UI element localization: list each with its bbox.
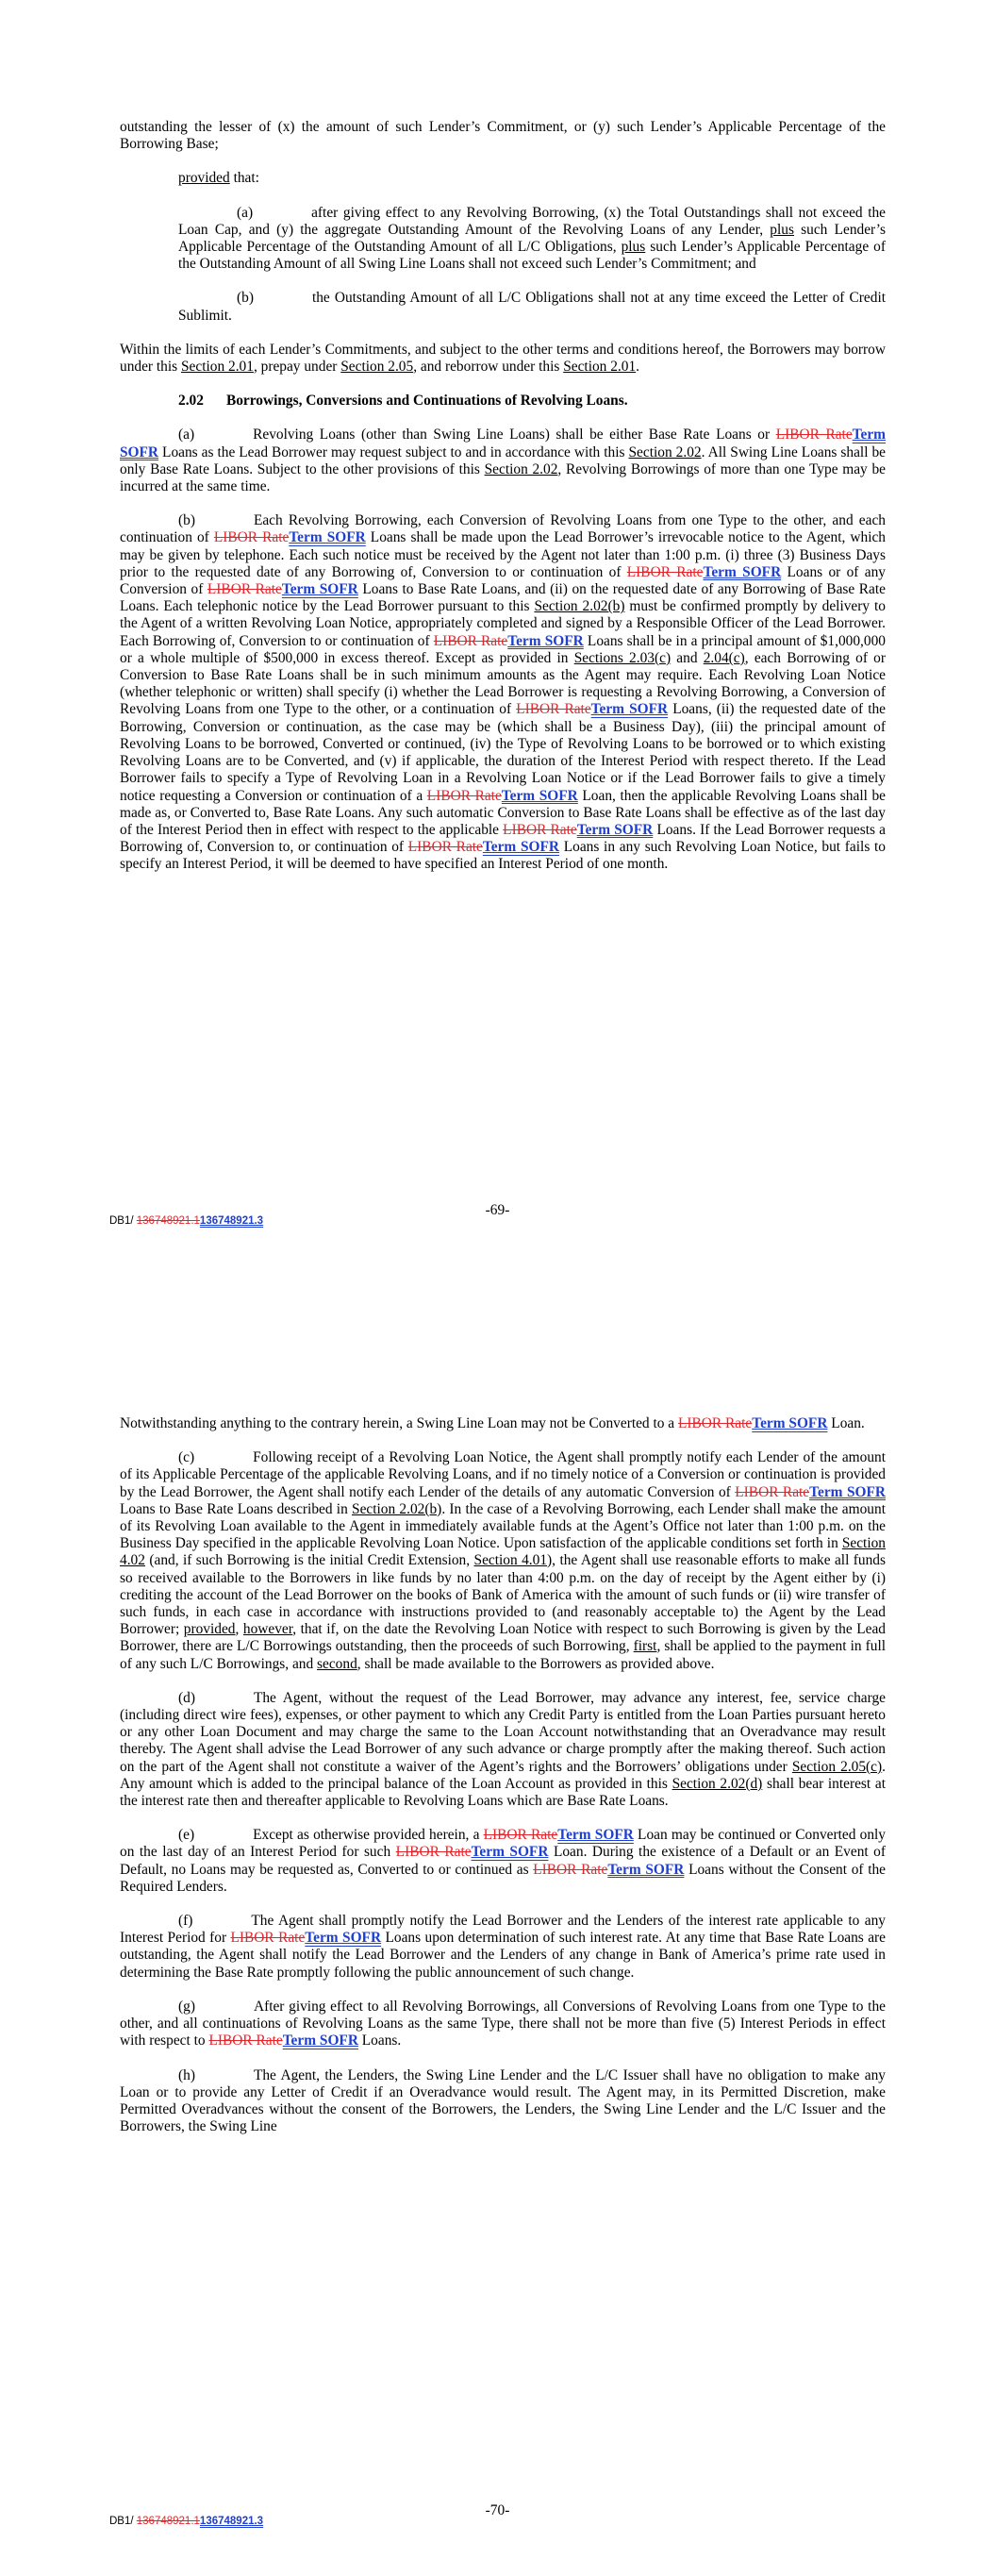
inserted-text: Term SOFR — [471, 1844, 549, 1861]
inserted-text: Term SOFR — [305, 1930, 382, 1947]
clause-d: (d) The Agent, without the request of the Lead Borrower, may advance any interest, fee, service charge (including direct wire fees), expenses, or other payment to which any Credit Party is entitled from the Loan Parties pursuant hereto or any other Loan Document and may charge the same to the Loan Account notwithstanding that an Overadvance may result thereby. The Agent shall advise the Lead Borrower of any such advance or charge promptly after the making thereof. Such action on the part of the Agent shall not constitute a waiver of the Agent’s rights and the Borrowers’ obligations under Section 2.05(c). Any amount which is added to the principal balance of the Loan Account as provided in this Section 2.02(d) shall bear interest at the interest rate then and thereafter applicable to Revolving Loans which are Base Rate Loans. — [120, 1689, 886, 1810]
inserted-text: Term SOFR — [809, 1483, 887, 1500]
inserted-text: Term SOFR — [289, 529, 366, 546]
deleted-text: LIBOR Rate — [426, 787, 502, 804]
deleted-text: LIBOR Rate — [503, 821, 577, 838]
clause-b: (b) the Outstanding Amount of all L/C Obligations shall not at any time exceed the Letter of Credit Sublimit. — [178, 290, 886, 324]
inserted-text: Term SOFR — [557, 1827, 634, 1844]
deleted-text: LIBOR Rate — [395, 1844, 472, 1861]
page-70-body — [120, 1415, 886, 2152]
clause-c: (c) Following receipt of a Revolving Loan Notice, the Agent shall promptly notify each Lender of the amount of its Applicable Percentage of the applicable Revolving Loans, and if no timely notice of a Conversion or continuation is provided by the Lead Borrower, the Agent shall notify each Lender of the details of any automatic Conversion of LIBOR RateTerm SOFR Loans to Base Rate Loans described in Section 2.02(b). In the case of a Revolving Borrowing, each Lender shall make the amount of its Revolving Loan available to the Agent in immediately available funds at the Agent’s Office not later than 1:00 p.m. on the Business Day specified in the applicable Revolving Loan Notice. Upon satisfaction of the applicable conditions set forth in Section 4.02 (and, if such Borrowing is the initial Credit Extension, Section 4.01), the Agent shall use reasonable efforts to make all funds so received available to the Borrowers in like funds by no later than 4:00 p.m. on the day of receipt by the Agent either by (i) crediting the account of the Lead Borrower on the books of Bank of America with the amount of such funds or (ii) wire transfer of such funds, in each case in accordance with instructions provided to (and reasonably acceptable to) the Agent by the Lead Borrower; provided, however, that if, on the date the Revolving Loan Notice with respect to such Borrowing is given by the Lead Borrower, there are L/C Borrowings outstanding, then the proceeds of such Borrowing, first, shall be applied to the payment in full of any such L/C Borrowings, and second, shall be made available to the Borrowers as provided above. — [120, 1449, 887, 1672]
clause-g: (g) After giving effect to all Revolving Borrowings, all Conversions of Revolving Loans from one Type to the other, and all continuations of Revolving Loans as the same Type, there shall not be more than five (5) Interest Periods in effect with respect to LIBOR RateTerm SOFR Loans. — [120, 1998, 886, 2049]
clause-a: (a) Revolving Loans (other than Swing Line Loans) shall be either Base Rate Loans or LIBOR RateTerm SOFR Loans as the Lead Borrower may request subject to and in accordance with this Section 2.02. All Swing Line Loans shall be only Base Rate Loans. Subject to the other provisions of this Section 2.02, Revolving Borrowings of more than one Type may be incurred at the same time. — [120, 427, 886, 495]
inserted-text: 136748921.3 — [199, 1215, 264, 1227]
inserted-text: Term SOFR — [752, 1415, 828, 1431]
deleted-text: LIBOR Rate — [230, 1930, 306, 1947]
inserted-text: Term SOFR — [590, 701, 669, 718]
deleted-text: LIBOR Rate — [433, 632, 508, 649]
inserted-text: Term SOFR — [281, 581, 358, 598]
document-id — [109, 1215, 263, 1227]
inserted-text: Term SOFR — [120, 427, 886, 460]
page-69-body — [120, 119, 886, 891]
paragraph: Within the limits of each Lender’s Commitments, and subject to the other terms and conditions hereof, the Borrowers may borrow under this Section 2.01, prepay under Section 2.05, and reborrow under this Section 2.01. — [120, 341, 886, 376]
inserted-text: Term SOFR — [282, 2032, 358, 2049]
inserted-text: Term SOFR — [703, 563, 782, 580]
inserted-text: Term SOFR — [607, 1861, 685, 1878]
deleted-text: LIBOR Rate — [483, 1827, 558, 1844]
page-69 — [0, 0, 995, 1283]
deleted-text: LIBOR Rate — [213, 529, 290, 546]
inserted-text: Term SOFR — [501, 787, 578, 804]
inserted-text: Term SOFR — [507, 632, 584, 649]
deleted-text: LIBOR Rate — [626, 563, 704, 580]
paragraph: outstanding the lesser of (x) the amount of such Lender’s Commitment, or (y) such Lender’s Applicable Percentage of the Borrowing Base; — [120, 119, 886, 153]
clause-b: (b) Each Revolving Borrowing, each Conversion of Revolving Loans from one Type to the other, and each continuation of LIBOR RateTerm SOFR Loans shall be made upon the Lead Borrower’s irrevocable notice to the Agent, which may be given by telephone. Each such notice must be received by the Agent not later than 1:00 p.m. (i) three (3) Business Days prior to the requested date of any Borrowing of, Conversion to or continuation of LIBOR RateTerm SOFR Loans or of any Conversion of LIBOR RateTerm SOFR Loans to Base Rate Loans, and (ii) on the requested date of any Borrowing of Base Rate Loans. Each telephonic notice by the Lead Borrower pursuant to this Section 2.02(b) must be confirmed promptly by delivery to the Agent of a written Revolving Loan Notice, appropriately completed and signed by a Responsible Officer of the Lead Borrower. Each Borrowing of, Conversion to or continuation of LIBOR RateTerm SOFR Loans shall be in a principal amount of $1,000,000 or a whole multiple of $500,000 in excess thereof. Except as provided in Sections 2.03(c) and 2.04(c), each Borrowing of or Conversion to Base Rate Loans shall be in such minimum amounts as the Agent may require. Each Revolving Loan Notice (whether telephonic or written) shall specify (i) whether the Lead Borrower is requesting a Revolving Borrowing, a Conversion of Revolving Loans from one Type to the other, or a continuation of LIBOR RateTerm SOFR Loans, (ii) the requested date of the Borrowing, Conversion or continuation, as the case may be (which shall be a Business Day), (iii) the principal amount of Revolving Loans to be borrowed, Converted or continued, (iv) the Type of Revolving Loans to be borrowed or to which existing Revolving Loans are to be Converted, and (v) if applicable, the duration of the Interest Period with respect thereto. If the Lead Borrower fails to specify a Type of Revolving Loan in a Revolving Loan Notice or if the Lead Borrower fails to give a timely notice requesting a Conversion or continuation of a LIBOR RateTerm SOFR Loan, then the applicable Revolving Loans shall be made as, or Converted to, Base Rate Loans. Any such automatic Conversion to Base Rate Loans shall be effective as of the last day of the Interest Period then in effect with respect to the applicable LIBOR RateTerm SOFR Loans. If the Lead Borrower requests a Borrowing of, Conversion to, or continuation of LIBOR RateTerm SOFR Loans in any such Revolving Loan Notice, but fails to specify an Interest Period, it will be deemed to have specified an Interest Period of one month. — [120, 512, 887, 873]
clause-e: (e) Except as otherwise provided herein, a LIBOR RateTerm SOFR Loan may be continued or Converted only on the last day of an Interest Period for such LIBOR RateTerm SOFR Loan. During the existence of a Default or an Event of Default, no Loans may be requested as, Converted to or continued as LIBOR RateTerm SOFR Loans without the Consent of the Required Lenders. — [120, 1827, 886, 1895]
page-70 — [0, 1415, 995, 2576]
deleted-text: LIBOR Rate — [407, 839, 483, 856]
inserted-text: 136748921.3 — [199, 2516, 264, 2527]
footer-prefix: DB1/ — [109, 1215, 137, 1227]
clause-a: (a) after giving effect to any Revolving Borrowing, (x) the Total Outstandings shall not exceed the Loan Cap, and (y) the aggregate Outstanding Amount of the Revolving Loans of any Lender, plus such Lender’s Applicable Percentage of the Outstanding Amount of all L/C Obligations, plus such Lender’s Applicable Percentage of the Outstanding Amount of all Swing Line Loans shall not exceed such Lender’s Commitment; and — [178, 204, 887, 273]
deleted-text: LIBOR Rate — [516, 701, 591, 718]
document-id — [109, 2516, 263, 2527]
page-number: -70- — [485, 2502, 510, 2518]
inserted-text: Term SOFR — [576, 821, 654, 838]
paragraph: provided that: — [178, 170, 259, 187]
deleted-text: LIBOR Rate — [207, 581, 282, 598]
section-heading: 2.02 Borrowings, Conversions and Continuations of Revolving Loans. — [178, 393, 628, 410]
paragraph: Notwithstanding anything to the contrary herein, a Swing Line Loan may not be Converted to a LIBOR RateTerm SOFR Loan. — [120, 1415, 865, 1431]
deleted-text: 136748921.1 — [136, 2516, 200, 2527]
footer-prefix: DB1/ — [109, 2516, 137, 2527]
deleted-text: LIBOR Rate — [775, 427, 853, 443]
clause-h: (h) The Agent, the Lenders, the Swing Line Lender and the L/C Issuer shall have no obligation to make any Loan or to provide any Letter of Credit if an Overadvance would result. The Agent may, in its Permitted Discretion, make Permitted Overadvances without the consent of the Borrowers, the Lenders, the Swing Line Lender and the L/C Issuer and the Borrowers, the Swing Line — [120, 2066, 886, 2135]
deleted-text: LIBOR Rate — [677, 1415, 753, 1431]
deleted-text: LIBOR Rate — [735, 1483, 810, 1500]
page-number: -69- — [485, 1202, 510, 1218]
deleted-text: LIBOR Rate — [208, 2032, 283, 2049]
inserted-text: Term SOFR — [482, 839, 559, 856]
deleted-text: LIBOR Rate — [533, 1861, 608, 1878]
deleted-text: 136748921.1 — [136, 1215, 200, 1227]
clause-f: (f) The Agent shall promptly notify the Lead Borrower and the Lenders of the interest rate applicable to any Interest Period for LIBOR RateTerm SOFR Loans upon determination of such interest rate. At any time that Base Rate Loans are outstanding, the Agent shall notify the Lead Borrower and the Lenders of any change in Bank of America’s prime rate used in determining the Base Rate promptly following the public announcement of such change. — [120, 1913, 886, 1981]
